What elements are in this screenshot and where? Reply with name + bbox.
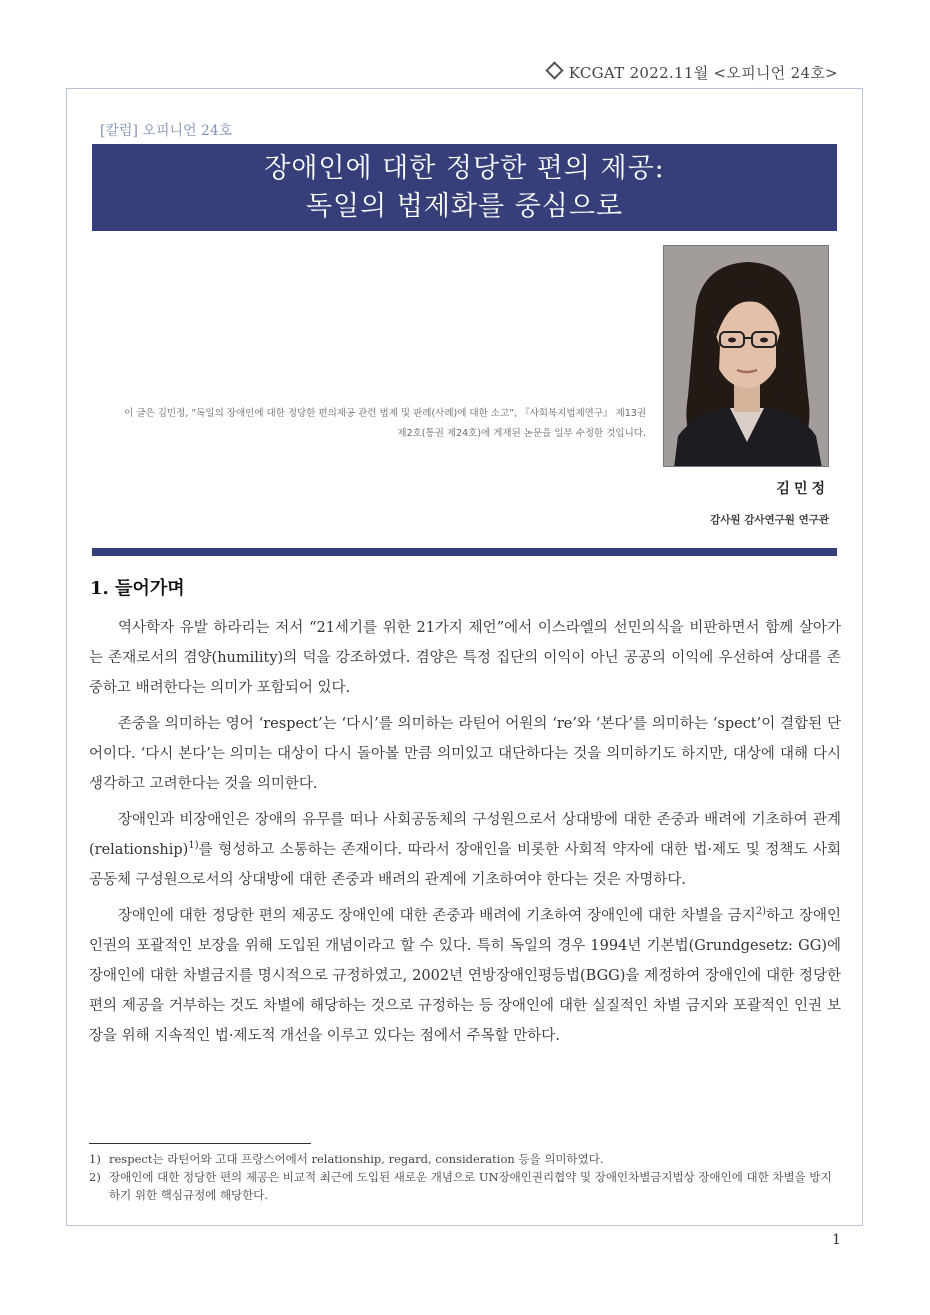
paragraph-3-part-2: 를 형성하고 소통하는 존재이다. 따라서 장애인을 비롯한 사회적 약자에 대한 법·제도 및 정책도 사회공동체 구성원으로서의 상대방에 대한 존중과 배려의 관계에 기초하여야 한다는 것은 자명하다.: [89, 842, 841, 888]
footnote-rule: [89, 1143, 311, 1144]
title-line-1: 장애인에 대한 정당한 편의 제공:: [264, 153, 665, 184]
paragraph-4-part-2: 하고 장애인 인권의 포괄적인 보장을 위해 도입된 개념이라고 할 수 있다. 특히 독일의 경우 1994년 기본법(Grundgesetz: GG)에 장애인에 대한 차별금지를 명시적으로 규정하였고, 2002년 연방장애인평등법(BGG)을 제정하여 장애인에 대한 정당한 편의 제공을 거부하는 것도 차별에 해당하는 것으로 규정하는 등 장애인에 대한 실질적인 차별 금지와 포괄적인 인권 보장을 위해 지속적인 법·제도적 개선을 이루고 있다는 점에서 주목할 만하다.: [89, 908, 841, 1044]
author-affiliation: 감사원 감사연구원 연구관: [710, 514, 829, 526]
footnote-ref-2: 2): [755, 906, 767, 918]
paragraph-2: 존중을 의미하는 영어 ‘respect’는 ‘다시’를 의미하는 라틴어 어원의 ‘re’와 ‘본다’를 의미하는 ‘spect’이 결합된 단어이다. ‘다시 본다’는 의미는 대상이 다시 돌아볼 만큼 의미있고 대단하다는 것을 의미하기도 하지만, 대상에 대해 다시 생각하고 고려한다는 것을 의미한다.: [89, 716, 841, 792]
footnote-2-text: 장애인에 대한 정당한 편의 제공은 비교적 최근에 도입된 새로운 개념으로 UN장애인권리협약 및 장애인차별금지법상 장애인에 대한 차별을 방지하기 위한 핵심규정에 해당한다.: [109, 1170, 832, 1202]
footnote-1-text: respect는 라틴어와 고대 프랑스어에서 relationship, regard, consideration 등을 의미하였다.: [109, 1152, 604, 1166]
source-note: [100, 404, 646, 444]
article-body: [89, 613, 841, 1057]
portrait-illustration: [664, 246, 829, 467]
paragraph-3-part-1: 장애인과 비장애인은 장애의 유무를 떠나 사회공동체의 구성원으로서 상대방에 대한 존중과 배려에 기초하여 관계(relationship): [89, 812, 841, 858]
source-note-line-1: 이 글은 김민정, “독일의 장애인에 대한 정당한 편의제공 관련 법제 및 판례(사례)에 대한 소고”, 『사회복지법제연구』 제13권: [124, 408, 646, 419]
footnote-2-number: 2): [89, 1170, 101, 1184]
paragraph-4: [89, 901, 841, 1051]
footnote-1: [89, 1150, 841, 1168]
title-banner: [92, 144, 837, 231]
footnote-1-number: 1): [89, 1152, 101, 1166]
section-heading: 1. 들어가며: [90, 578, 185, 599]
footnotes: [89, 1150, 841, 1204]
source-note-line-2: 제2호(통권 제24호)에 게재된 논문을 일부 수정한 것입니다.: [397, 428, 646, 439]
publication-header: [548, 62, 838, 83]
author-name: 김민정: [776, 481, 829, 497]
title-line-2: 독일의 법제화를 중심으로: [305, 191, 624, 222]
page-number: 1: [832, 1232, 841, 1248]
diamond-icon: [545, 61, 563, 79]
section-divider: [92, 548, 837, 556]
column-tag: [칼럼] 오피니언 24호: [100, 123, 233, 139]
paragraph-3: [89, 805, 841, 895]
footnote-ref-1: 1): [188, 840, 199, 852]
paragraph-4-part-1: 장애인에 대한 정당한 편의 제공도 장애인에 대한 존중과 배려에 기초하여 장애인에 대한 차별을 금지: [118, 908, 756, 924]
footnote-2: [89, 1168, 841, 1204]
author-portrait-photo: [663, 245, 829, 467]
paragraph-1: 역사학자 유발 하라리는 저서 “21세기를 위한 21가지 제언”에서 이스라엘의 선민의식을 비판하면서 함께 살아가는 존재로서의 겸양(humility)의 덕을 강조하였다. 겸양은 특정 집단의 이익이 아닌 공공의 이익에 우선하여 상대를 존중하고 배려한다는 의미가 포함되어 있다.: [89, 620, 841, 696]
publication-label: KCGAT 2022.11월 <오피니언 24호>: [568, 64, 838, 82]
